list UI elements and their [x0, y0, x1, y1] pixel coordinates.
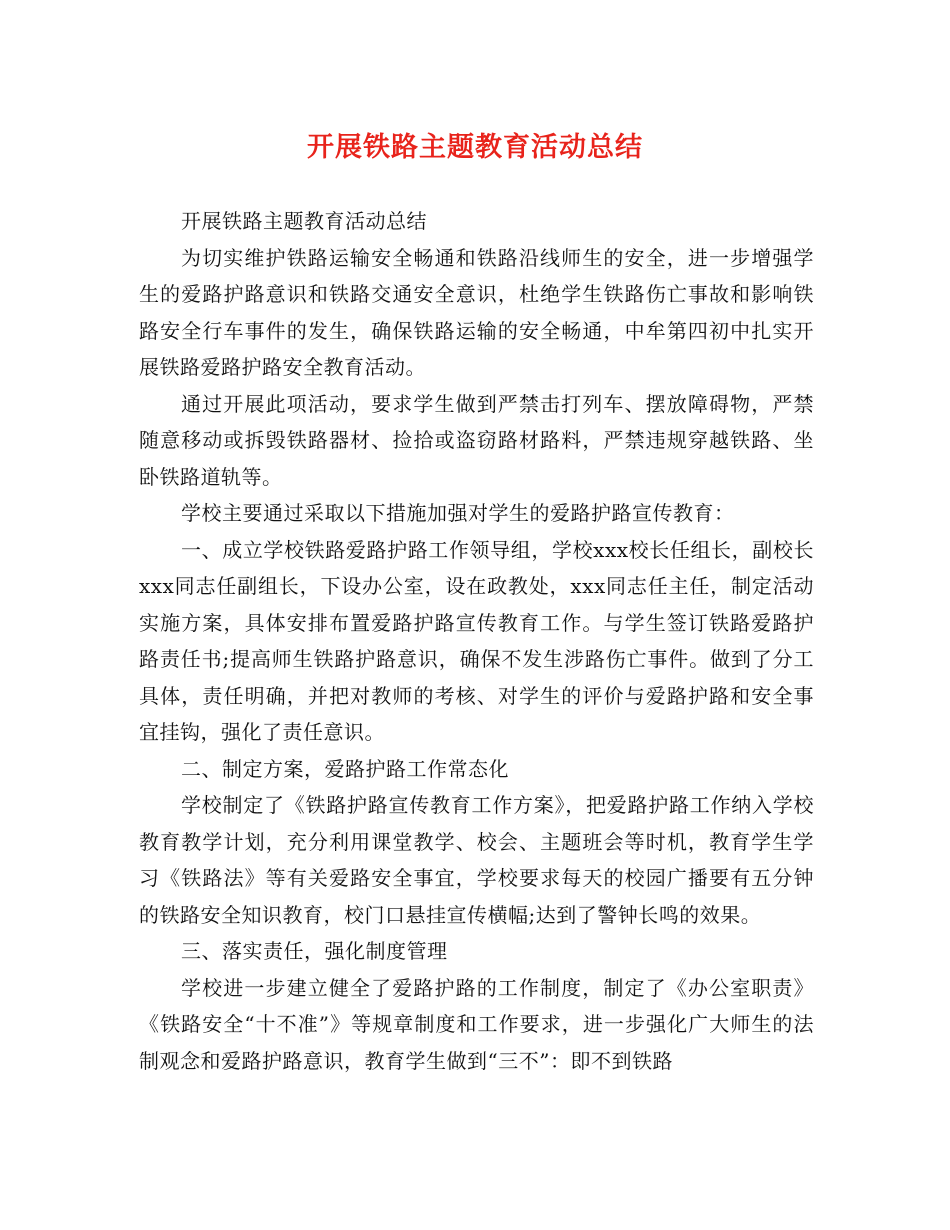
paragraph-heading: 开展铁路主题教育活动总结 — [181, 209, 427, 233]
paragraph-section-two-heading: 二、制定方案，爱路护路工作常态化 — [181, 756, 509, 781]
document-title: 开展铁路主题教育活动总结 — [307, 132, 643, 163]
paragraph-requirements: 通过开展此项活动，要求学生做到严禁击打列车、摆放障碍物，严禁随意移动或拆毁铁路器材、捡拾或盗窃路材路料，严禁违规穿越铁路、坐卧铁路道轨等。 — [139, 391, 814, 489]
paragraph-section-one: 一、成立学校铁路爱路护路工作领导组，学校xxx校长任组长，副校长xxx同志任副组长，下设办公室，设在政教处，xxx同志任主任，制定活动实施方案，具体安排布置爱路护路宣传教育工作。与学生签订铁路爱路护路责任书;提高师生铁路护路意识，确保不发生涉路伤亡事件。做到了分工具体，责任明确，并把对教师的考核、对学生的评价与爱路护路和安全事宜挂钩，强化了责任意识。 — [139, 537, 814, 744]
document-body — [139, 203, 814, 1079]
paragraph-section-two: 学校制定了《铁路护路宣传教育工作方案》，把爱路护路工作纳入学校教育教学计划，充分利用课堂教学、校会、主题班会等时机，教育学生学习《铁路法》等有关爱路安全事宜，学校要求每天的校园广播要有五分钟的铁路安全知识教育，校门口悬挂宣传横幅;达到了警钟长鸣的效果。 — [139, 793, 814, 927]
paragraph-section-three-heading: 三、落实责任，强化制度管理 — [181, 939, 448, 963]
paragraph-measures-intro: 学校主要通过采取以下措施加强对学生的爱路护路宣传教育： — [181, 501, 735, 525]
paragraph-section-three: 学校进一步建立健全了爱路护路的工作制度，制定了《办公室职责》《铁路安全“十不准”》等规章制度和工作要求，进一步强化广大师生的法制观念和爱路护路意识，教育学生做到“三不”：即不到铁路 — [139, 975, 814, 1073]
paragraph-intro: 为切实维护铁路运输安全畅通和铁路沿线师生的安全，进一步增强学生的爱路护路意识和铁路交通安全意识，杜绝学生铁路伤亡事故和影响铁路安全行车事件的发生，确保铁路运输的安全畅通，中牟第四初中扎实开展铁路爱路护路安全教育活动。 — [139, 245, 814, 379]
